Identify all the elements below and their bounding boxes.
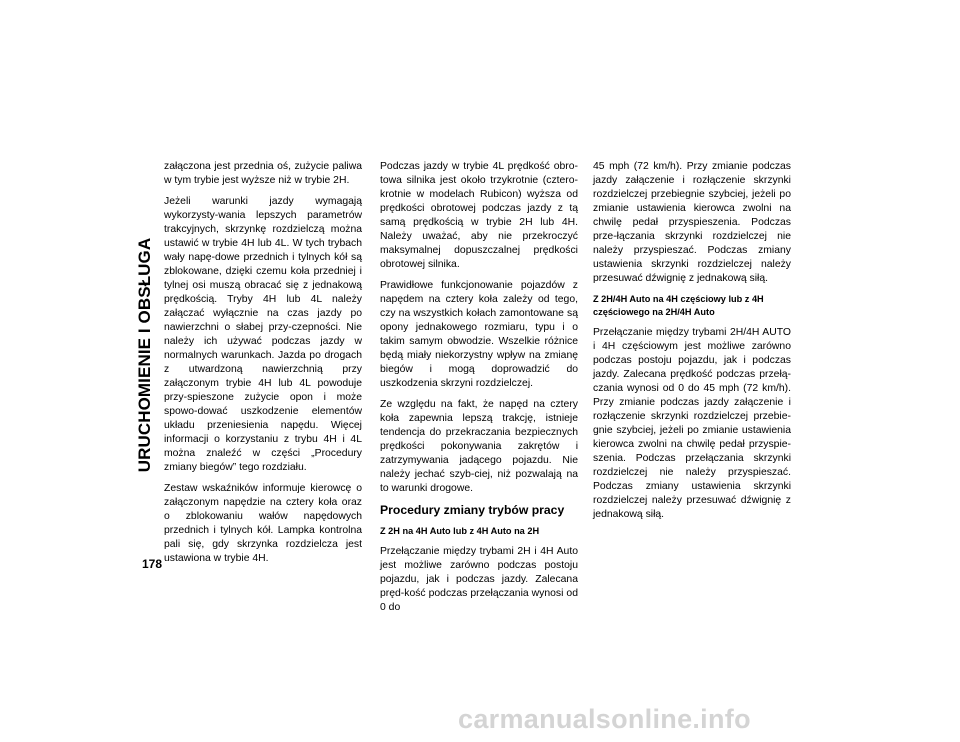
section-title-vertical: URUCHOMIENIE I OBSŁUGA <box>135 237 154 473</box>
paragraph: Zestaw wskaźników informuje kierowcę o załączonym napędzie na cztery koła oraz o zblokowaniu wałów napędowych przednich i tylnych kół. Lampka kontrolna pali się, gdy skrzynka rozdzielcza jest ustawiona w trybie 4H. <box>164 483 362 564</box>
text-column-1 <box>164 160 362 573</box>
paragraph: 45 mph (72 km/h). Przy zmianie podczas jazdy załączenie i rozłączenie skrzynki rozdzielczej przebiegnie szybciej, jeżeli po zmianie ustawienia kierowca zwolni na chwilę pedał przyspieszenia. Podczas prze-łączania skrzynki rozdzielczej nie należy przyspieszać. Podczas zmiany ustawienia skrzynki rozdzielczej należy przesuwać dźwignię z jednakową siłą. <box>593 161 791 284</box>
paragraph: Prawidłowe funkcjonowanie pojazdów z napędem na cztery koła zależy od tego, czy na wszystkich kołach zamontowane są opony jednakowego rozmiaru, typu i o takim samym obwodzie. Wszelkie różnice będą miały niekorzystny wpływ na zmianę biegów i mogą doprowadzić do uszkodzenia skrzyni rozdzielczej. <box>380 280 578 389</box>
paragraph: Ze względu na fakt, że napęd na cztery koła zapewnia lepszą trakcję, istnieje tendencja do przekraczania bezpiecznych prędkości pokonywania zakrętów i zatrzymywania jadącego pojazdu. Nie należy jechać szyb-ciej, niż pozwalają na to warunki drogowe. <box>380 399 578 494</box>
watermark: carmanualsonline.info <box>458 704 751 734</box>
paragraph: załączona jest przednia oś, zużycie paliwa w tym trybie jest wyższe niż w trybie 2H. <box>164 161 362 186</box>
section-side-tab <box>133 158 157 552</box>
paragraph: Jeżeli warunki jazdy wymagają wykorzysty-wania lepszych parametrów trakcyjnych, skrzynkę rozdzielczą można ustawić w trybie 4H lub 4L. W tych trybach wały napę-dowe przednich i tylnych kół są zblokowane, dzięki czemu koła przedniej i tylnej osi muszą obracać się z jednakową prędkością. Tryby 4H lub 4L należy załączać wyłącznie na czas jazdy po nawierzchni o słabej przy-czepności. Nie należy ich używać podczas jazdy w normalnych warunkach. Jazda po drogach z utwardzoną nawierzchnią przy załączonym trybie 4H lub 4L powoduje przy-spieszone zużycie opon i może spowo-dować uszkodzenie elementów układu przeniesienia napędu. Więcej informacji o korzystaniu z trybu 4H i 4L można znaleźć w części „Procedury zmiany biegów” tego rozdziału. <box>164 196 362 473</box>
paragraph: Przełączanie między trybami 2H/4H AUTO i 4H częściowym jest możliwe zarówno podczas postoju pojazdu, jak i podczas jazdy. Zalecana prędkość podczas przełą-czania wynosi od 0 do 45 mph (72 km/h). Przy zmianie podczas jazdy załączenie i rozłączenie skrzynki rozdzielczej przebie-gnie szybciej, jeżeli po zmianie ustawienia kierowca zwolni na chwilę pedał przyspie-szenia. Podczas przełączania skrzynki rozdzielczej nie należy przyspieszać. Podczas zmiany ustawienia skrzynki rozdzielczej należy przesuwać dźwignię z jednakową siłą. <box>593 327 791 520</box>
paragraph: Przełączanie między trybami 2H i 4H Auto jest możliwe zarówno podczas postoju pojazdu, jak i podczas jazdy. Zalecana pręd-kość podczas przełączania wynosi od 0 do <box>380 546 578 613</box>
text-column-3 <box>593 160 791 529</box>
page-number: 178 <box>142 557 163 571</box>
text-column-2 <box>380 160 578 622</box>
section-heading: Procedury zmiany trybów pracy <box>380 503 565 517</box>
subsection-heading: Z 2H/4H Auto na 4H częściowy lub z 4H częściowego na 2H/4H Auto <box>593 294 764 317</box>
subsection-heading: Z 2H na 4H Auto lub z 4H Auto na 2H <box>380 526 540 536</box>
paragraph: Podczas jazdy w trybie 4L prędkość obro-towa silnika jest około trzykrotnie (cztero-krotnie w modelach Rubicon) wyższa od prędkości obrotowej podczas jazdy z tą samą prędkością w trybie 2H lub 4H. Należy uważać, aby nie przekroczyć maksymalnej dopuszczalnej prędkości obrotowej silnika. <box>380 161 578 270</box>
